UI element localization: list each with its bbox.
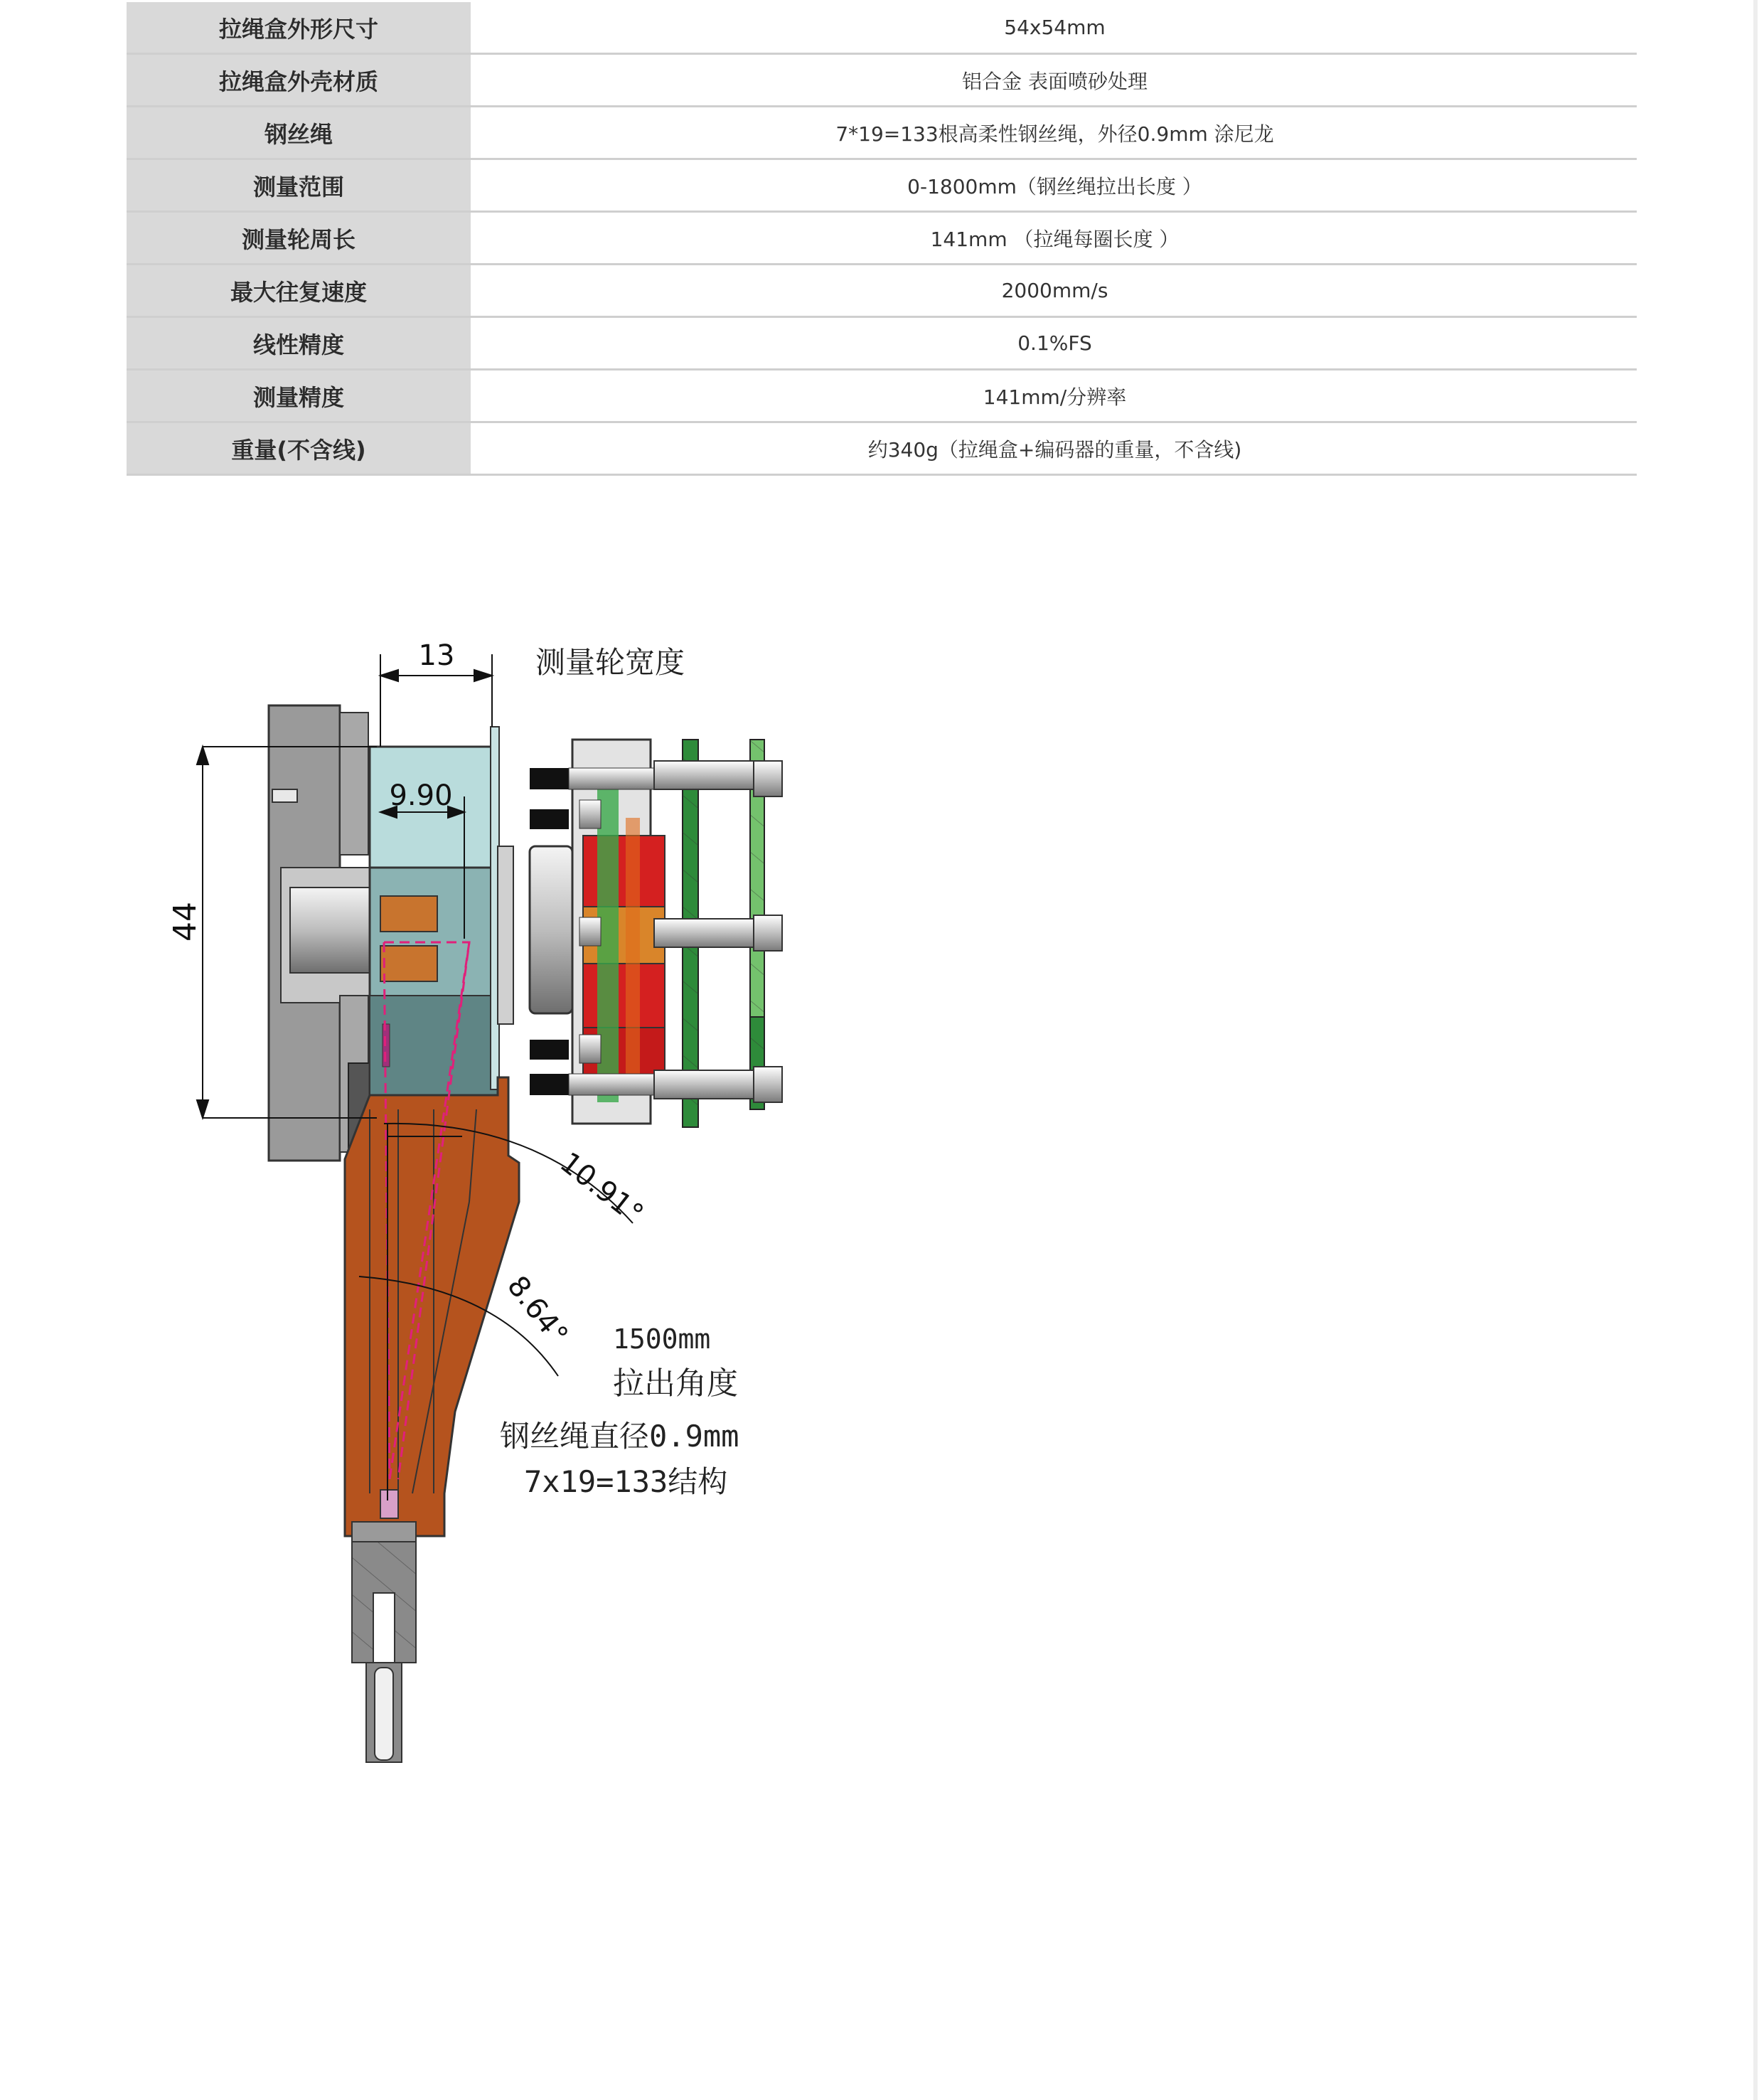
- spec-value: 141mm/分辨率: [472, 370, 1637, 422]
- dim-height-44: 44: [167, 902, 203, 942]
- spec-label: 最大往复速度: [127, 265, 472, 317]
- spec-value: 7*19=133根高柔性钢丝绳，外径0.9mm 涂尼龙: [472, 107, 1637, 159]
- spec-value: 铝合金 表面喷砂处理: [472, 54, 1637, 107]
- dim-9-90: 9.90: [389, 779, 453, 812]
- spec-label: 测量轮周长: [127, 212, 472, 265]
- label-wheel-width: 测量轮宽度: [535, 645, 685, 680]
- spec-value: 2000mm/s: [472, 265, 1637, 317]
- spec-value: 约340g（拉绳盒+编码器的重量，不含线): [472, 422, 1637, 475]
- note-structure: 7x19=133结构: [524, 1464, 728, 1499]
- angle-8-64: 8.64°: [501, 1269, 574, 1352]
- wire-end-connector: [352, 1522, 416, 1762]
- spec-label: 钢丝绳: [127, 107, 472, 159]
- spec-label: 拉绳盒外形尺寸: [127, 1, 472, 54]
- bearing: [530, 846, 572, 1013]
- wire-guide-body: [345, 1077, 519, 1536]
- spec-label: 测量范围: [127, 159, 472, 212]
- angle-10-91: 10.91°: [553, 1146, 650, 1231]
- spec-label: 线性精度: [127, 317, 472, 370]
- left-housing: [269, 705, 383, 1161]
- spec-value: 141mm （拉绳每圈长度 ）: [472, 212, 1637, 265]
- note-wire: 钢丝绳直径0.9mm: [500, 1419, 739, 1454]
- dim-width-13: 13: [418, 639, 455, 672]
- note-length: 1500mm: [613, 1323, 711, 1355]
- spec-label: 拉绳盒外壳材质: [127, 54, 472, 107]
- spec-value: 0.1%FS: [472, 317, 1637, 370]
- spec-label: 重量(不含线): [127, 422, 472, 475]
- spec-value: 0-1800mm（钢丝绳拉出长度 ）: [472, 159, 1637, 212]
- note-angle: 拉出角度: [613, 1365, 738, 1402]
- spec-value: 54x54mm: [472, 1, 1637, 54]
- spec-label: 测量精度: [127, 370, 472, 422]
